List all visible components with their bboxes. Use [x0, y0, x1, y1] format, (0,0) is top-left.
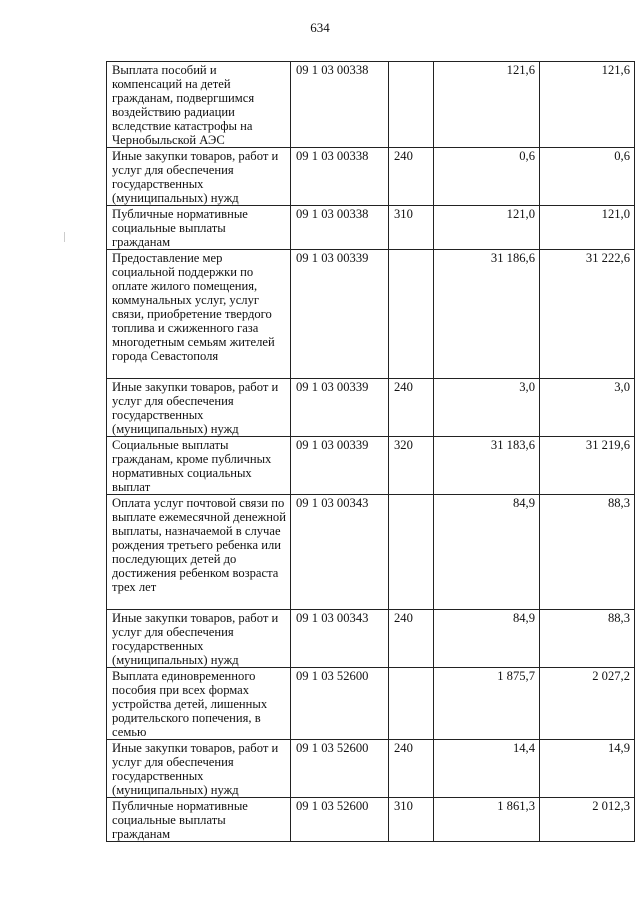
row-name-cell [107, 250, 291, 379]
row-name: Предоставление мер социальной поддержки по оплате жилого помещения, коммунальных услуг, услуг связи, приобретение твердого топлива и сжиженного газа многодетным семьям жителей города Севастополя [112, 251, 275, 363]
row-code: 09 1 03 00338 [291, 206, 389, 250]
row-value-1: 121,0 [434, 206, 540, 250]
row-value-1: 3,0 [434, 379, 540, 437]
row-value-2: 2 027,2 [540, 668, 635, 740]
row-code: 09 1 03 52600 [291, 668, 389, 740]
row-value-1: 31 186,6 [434, 250, 540, 379]
row-name-cell [107, 740, 291, 798]
row-code: 09 1 03 00339 [291, 437, 389, 495]
row-value-1: 14,4 [434, 740, 540, 798]
row-value-2: 88,3 [540, 495, 635, 610]
row-code: 09 1 03 00343 [291, 610, 389, 668]
row-name: Иные закупки товаров, работ и услуг для обеспечения государственных (муниципальных) нужд [112, 611, 279, 667]
row-name-cell [107, 148, 291, 206]
row-name: Социальные выплаты гражданам, кроме публичных нормативных социальных выплат [112, 438, 272, 494]
row-value-1: 121,6 [434, 62, 540, 148]
row-code: 09 1 03 00343 [291, 495, 389, 610]
row-expense-type: 240 [389, 740, 434, 798]
row-name-cell [107, 610, 291, 668]
row-code: 09 1 03 00338 [291, 148, 389, 206]
row-value-1: 84,9 [434, 495, 540, 610]
table-row [107, 495, 635, 610]
row-name: Иные закупки товаров, работ и услуг для обеспечения государственных (муниципальных) нужд [112, 149, 279, 205]
table-row [107, 250, 635, 379]
row-value-1: 31 183,6 [434, 437, 540, 495]
row-value-1: 1 861,3 [434, 798, 540, 842]
row-name: Оплата услуг почтовой связи по выплате ежемесячной денежной выплаты, назначаемой в случае рождения третьего ребенка или последующих детей до достижения ребенком возраста трех лет [112, 496, 286, 594]
row-code: 09 1 03 00338 [291, 62, 389, 148]
row-value-2: 14,9 [540, 740, 635, 798]
row-name-cell [107, 206, 291, 250]
table-row [107, 610, 635, 668]
table-row [107, 798, 635, 842]
row-value-2: 3,0 [540, 379, 635, 437]
row-name: Выплата пособий и компенсаций на детей гражданам, подвергшимся воздействию радиации вследствие катастрофы на Чернобыльской АЭС [112, 63, 255, 147]
row-expense-type [389, 62, 434, 148]
row-name: Иные закупки товаров, работ и услуг для обеспечения государственных (муниципальных) нужд [112, 380, 279, 436]
row-expense-type: 240 [389, 148, 434, 206]
row-expense-type: 310 [389, 798, 434, 842]
row-name: Публичные нормативные социальные выплаты гражданам [112, 799, 248, 841]
row-name: Иные закупки товаров, работ и услуг для обеспечения государственных (муниципальных) нужд [112, 741, 279, 797]
row-name-cell [107, 379, 291, 437]
row-value-2: 121,0 [540, 206, 635, 250]
row-value-1: 84,9 [434, 610, 540, 668]
row-name-cell [107, 495, 291, 610]
page-number: 634 [310, 20, 330, 35]
row-expense-type: 320 [389, 437, 434, 495]
row-value-2: 121,6 [540, 62, 635, 148]
row-name: Выплата единовременного пособия при всех формах устройства детей, лишенных родительского попечения, в семью [112, 669, 268, 739]
row-expense-type: 240 [389, 610, 434, 668]
row-expense-type [389, 495, 434, 610]
row-name-cell [107, 62, 291, 148]
budget-table [106, 61, 635, 842]
row-value-1: 1 875,7 [434, 668, 540, 740]
table-row [107, 206, 635, 250]
row-value-2: 88,3 [540, 610, 635, 668]
table-row [107, 437, 635, 495]
row-value-2: 2 012,3 [540, 798, 635, 842]
row-value-1: 0,6 [434, 148, 540, 206]
table-row [107, 379, 635, 437]
row-name-cell [107, 798, 291, 842]
row-value-2: 0,6 [540, 148, 635, 206]
row-name-cell [107, 668, 291, 740]
row-expense-type: 310 [389, 206, 434, 250]
row-code: 09 1 03 00339 [291, 250, 389, 379]
row-expense-type [389, 250, 434, 379]
scan-speck [64, 232, 65, 242]
row-name-cell [107, 437, 291, 495]
table-row [107, 740, 635, 798]
row-expense-type: 240 [389, 379, 434, 437]
table-row [107, 148, 635, 206]
row-name: Публичные нормативные социальные выплаты гражданам [112, 207, 248, 249]
table-row [107, 62, 635, 148]
table-row [107, 668, 635, 740]
row-value-2: 31 219,6 [540, 437, 635, 495]
row-value-2: 31 222,6 [540, 250, 635, 379]
row-code: 09 1 03 52600 [291, 798, 389, 842]
row-code: 09 1 03 52600 [291, 740, 389, 798]
row-code: 09 1 03 00339 [291, 379, 389, 437]
row-expense-type [389, 668, 434, 740]
